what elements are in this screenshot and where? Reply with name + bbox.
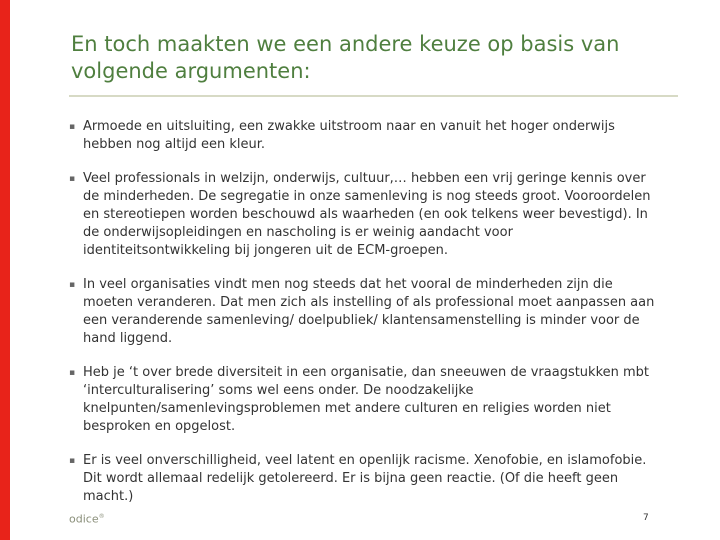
bullet-marker-icon: ▪ [69, 122, 76, 132]
bullet-list [67, 118, 657, 522]
bullet-item [67, 170, 657, 260]
accent-bar [0, 0, 10, 540]
bullet-text: Armoede en uitsluiting, een zwakke uitstroom naar en vanuit het hoger onderwijs hebben nog altijd een kleur. [83, 119, 615, 152]
bullet-item [67, 452, 657, 506]
page-number: 7 [643, 513, 649, 523]
bullet-text: Er is veel onverschilligheid, veel latent en openlijk racisme. Xenofobie, en islamofobie. Dit wordt allemaal redelijk getolereerd. Er is bijna geen reactie. (Of die heeft geen macht.) [83, 453, 647, 504]
bullet-item [67, 364, 657, 436]
bullet-item [67, 118, 657, 154]
bullet-marker-icon: ▪ [69, 174, 76, 184]
organization-logo [69, 510, 105, 527]
slide-title: En toch maakten we een andere keuze op basis van volgende argumenten: [71, 32, 620, 83]
registered-mark: ® [98, 513, 105, 520]
title-divider [69, 95, 678, 97]
bullet-marker-icon: ▪ [69, 456, 76, 466]
bullet-item [67, 276, 657, 348]
bullet-text: In veel organisaties vindt men nog steeds dat het vooral de minderheden zijn die moeten veranderen. Dat men zich als instelling of als professional moet aanpassen aan een veranderende samenleving/ doelpubliek/ klantensamenstelling is minder voor de hand liggend. [83, 277, 655, 346]
bullet-marker-icon: ▪ [69, 368, 76, 378]
bullet-text: Veel professionals in welzijn, onderwijs, cultuur,… hebben een vrij geringe kennis over de minderheden. De segregatie in onze samenleving is nog steeds groot. Vooroordelen en stereotiepen worden beschouwd als waarheden (en ook telkens weer bevestigd). In de onderwijsopleidingen en nascholing is er weinig aandacht voor identiteitsontwikkeling bij jongeren uit de ECM-groepen. [83, 171, 651, 258]
bullet-text: Heb je ‘t over brede diversiteit in een organisatie, dan sneeuwen de vraagstukken mbt ‘interculturalisering’ soms wel eens onder. De noodzakelijke knelpunten/samenlevingsproblemen met andere culturen en religies worden niet besproken en opgelost. [83, 365, 650, 434]
logo-text: odice [69, 512, 99, 526]
bullet-marker-icon: ▪ [69, 280, 76, 290]
